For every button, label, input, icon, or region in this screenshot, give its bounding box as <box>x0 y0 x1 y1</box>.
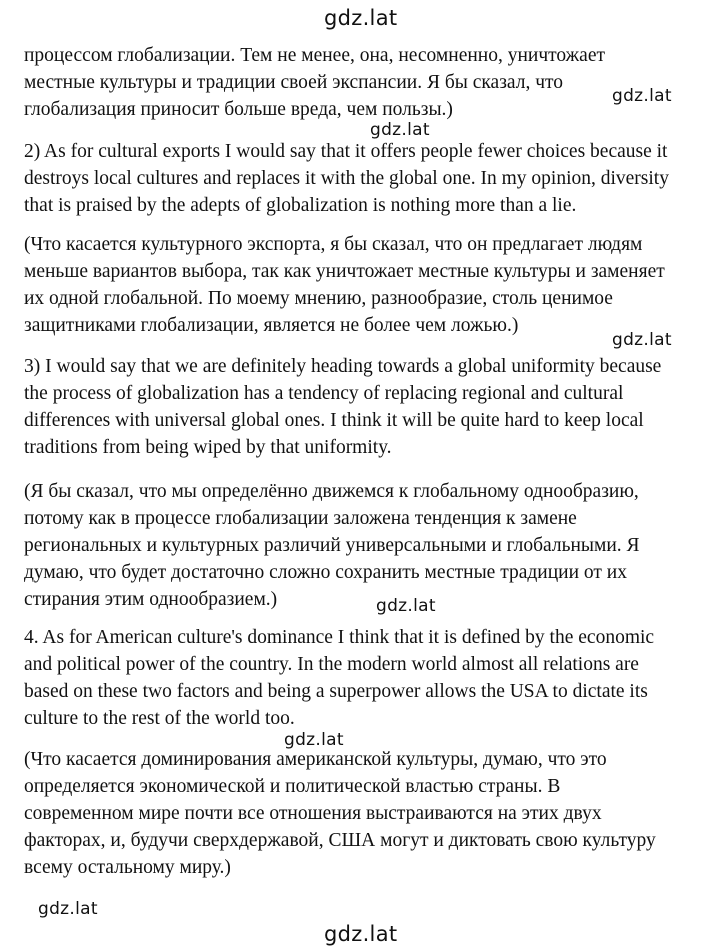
paragraph-1-russian-continuation: процессом глобализации. Тем не менее, она, несомненно, уничтожает местные культуры и традиции своей экспансии. Я бы сказал, что глобализация приносит больше вреда, чем пользы.) <box>24 45 605 120</box>
paragraph-4-english: 4. As for American culture's dominance I think that it is defined by the economic and political power of the country. In the modern world almost all relations are based on these two factors and being a superpower allows the USA to dictate its culture to the rest of the world too. <box>24 627 655 729</box>
paragraph-3-russian: (Я бы сказал, что мы определённо движемся к глобальному однообразию, потому как в процессе глобализации заложена тенденция к замене региональных и культурных различий универсальными и глобальными. Я думаю, что будет достаточно сложно сохранить местные традиции от их стирания этим однообразием.) <box>24 481 640 610</box>
watermark-mid-2: gdz.lat <box>376 596 436 616</box>
watermark-bottom: gdz.lat <box>324 922 398 946</box>
paragraph-2-english: 2) As for cultural exports I would say that it offers people fewer choices because it destroys local cultures and replaces it with the global one. In my opinion, diversity that is praised by the adepts of globalization is nothing more than a lie. <box>24 141 669 216</box>
paragraph-3-english: 3) I would say that we are definitely heading towards a global uniformity because the process of globalization has a tendency of replacing regional and cultural differences with universal global ones. I think it will be quite hard to keep local traditions from being wiped by that uniformity. <box>24 356 662 458</box>
watermark-mid-3: gdz.lat <box>284 730 344 750</box>
paragraph-2-russian: (Что касается культурного экспорта, я бы сказал, что он предлагает людям меньше вариантов выбора, так как уничтожает местные культуры и заменяет их одной глобальной. По моему мнению, разнообразие, столь ценимое защитниками глобализации, является не более чем ложью.) <box>24 234 665 336</box>
watermark-right-2: gdz.lat <box>612 330 672 350</box>
watermark-top: gdz.lat <box>324 6 398 30</box>
paragraph-4-russian: (Что касается доминирования американской культуры, думаю, что это определяется экономической и политической властью страны. В современном мире почти все отношения выстраиваются на этих двух факторах, и, будучи сверхдержавой, США могут и диктовать свою культуру всему остальному миру.) <box>24 749 656 878</box>
watermark-right-1: gdz.lat <box>612 86 672 106</box>
watermark-mid-1: gdz.lat <box>370 120 430 140</box>
watermark-bottom-left: gdz.lat <box>38 899 98 919</box>
